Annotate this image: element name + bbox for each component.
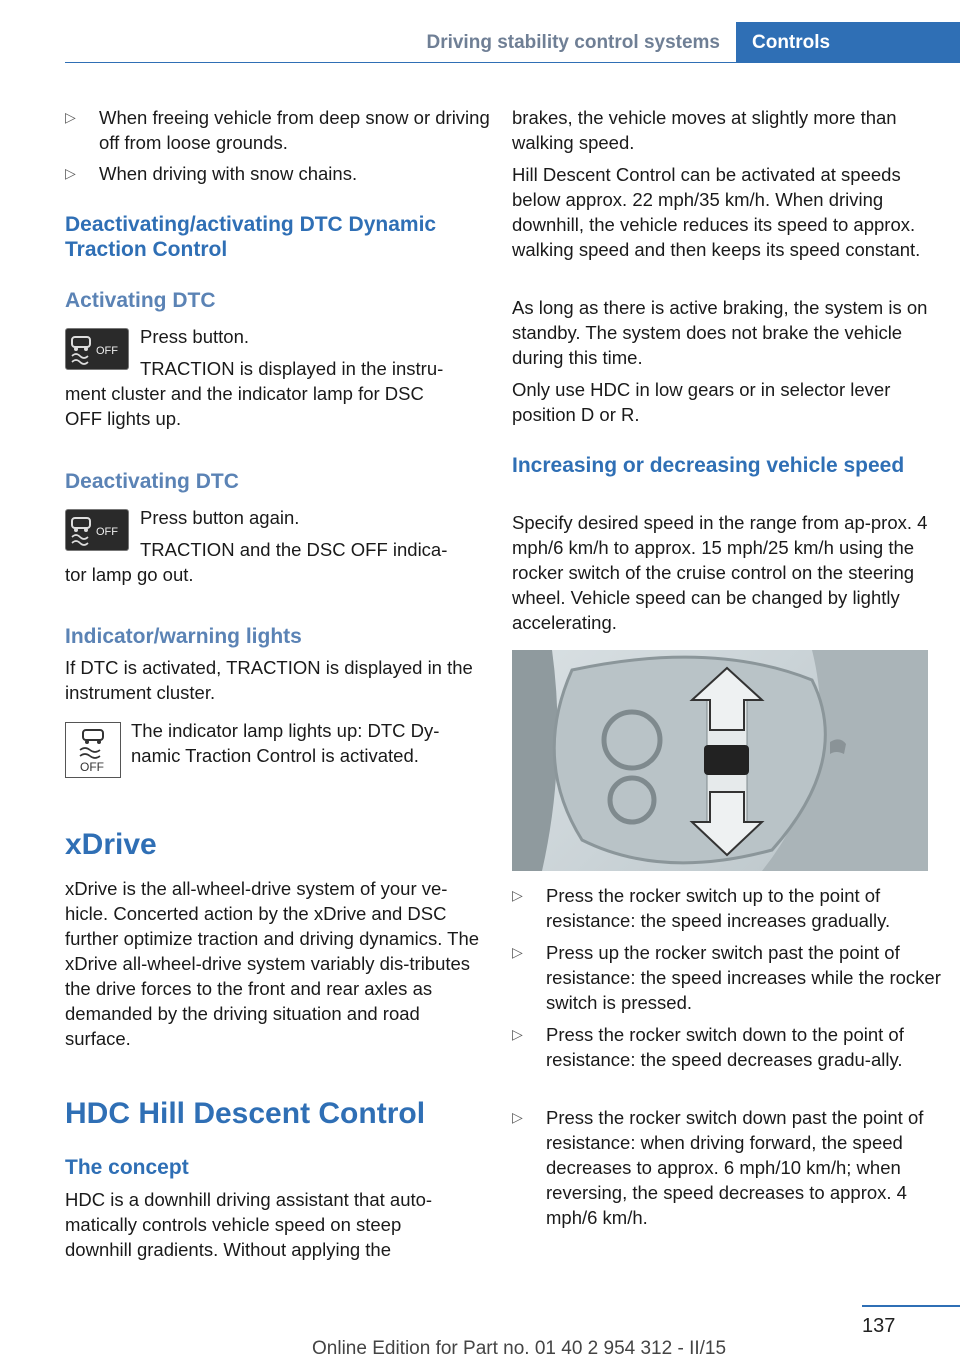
off-label: OFF <box>96 345 118 357</box>
activating-text: OFF lights up. <box>65 408 182 429</box>
heading-hdc: HDC Hill Descent Control <box>65 1097 426 1130</box>
bullet-item: ▷ Press the rocker switch down past the point of resistance: when driving forward, the speed decreases to approx. 6 mph/10 km/h; when reversing, the speed decreases to approx. 4 mph/6 km/h. <box>512 1107 924 1228</box>
bullet-item: ▷ Press the rocker switch up to the point of resistance: the speed increases gradually. <box>512 885 891 931</box>
heading-the-concept: The concept <box>65 1156 189 1179</box>
dsc-off-button-icon <box>65 509 129 551</box>
bullet-item: ▷ Press up the rocker switch past the point of resistance: the speed increases while the rocker switch is pressed. <box>512 942 941 1013</box>
triangle-bullet-icon: ▷ <box>512 1026 523 1042</box>
steering-wheel-rocker-switch-image <box>512 650 928 871</box>
indicator-lamp-text: The indicator lamp lights up: DTC Dy- <box>131 720 440 741</box>
xdrive-text: xDrive is the all-wheel-drive system of your ve-hicle. Concerted action by the xDrive and DSC further optimize traction and driving dynamics. The xDrive all-wheel-drive system variably dis-tributes the drive forces to the front and rear axles as demanded by the driving situation and road surface. <box>65 878 480 1049</box>
hdc-text: As long as there is active braking, the system is on standby. The system does not brake the vehicle during this time. <box>512 297 928 368</box>
deactivating-text: tor lamp go out. <box>65 564 194 585</box>
bullet-item: ▷ Press the rocker switch down to the point of resistance: the speed decreases gradu-ally. <box>512 1024 904 1070</box>
concept-text: HDC is a downhill driving assistant that auto-matically controls vehicle speed on steep downhill gradients. Without applying the <box>65 1189 433 1260</box>
heading-deactivating-activating-dtc: Deactivating/activating DTC Dynamic Traction Control <box>65 213 437 261</box>
indicator-text: If DTC is activated, TRACTION is displayed in the instrument cluster. <box>65 657 473 703</box>
bullet-item: ▷ When driving with snow chains. <box>65 163 358 184</box>
activating-text: ment cluster and the indicator lamp for DSC <box>65 383 424 404</box>
activating-text: TRACTION is displayed in the instru- <box>140 358 444 379</box>
triangle-bullet-icon: ▷ <box>65 109 76 125</box>
triangle-bullet-icon: ▷ <box>512 887 523 903</box>
heading-indicator-warning-lights: Indicator/warning lights <box>65 625 302 648</box>
hdc-text: brakes, the vehicle moves at slightly more than walking speed. <box>512 107 897 153</box>
heading-activating-dtc: Activating DTC <box>65 289 216 312</box>
bullet-item: ▷ When freeing vehicle from deep snow or driving off from loose grounds. <box>65 107 490 153</box>
heading-deactivating-dtc: Deactivating DTC <box>65 470 239 493</box>
page-header <box>65 22 960 63</box>
triangle-bullet-icon: ▷ <box>512 1109 523 1125</box>
hdc-text: Hill Descent Control can be activated at speeds below approx. 22 mph/35 km/h. When driving downhill, the vehicle reduces its speed to approx. walking speed and then keeps its speed constant. <box>512 164 921 260</box>
dtc-indicator-lamp-icon <box>65 722 121 778</box>
activating-text: Press button. <box>140 326 250 347</box>
section-title: Driving stability control systems <box>426 32 720 53</box>
off-label: OFF <box>80 760 104 774</box>
dsc-off-button-icon <box>65 328 129 370</box>
off-label: OFF <box>96 526 118 538</box>
indicator-lamp-text: namic Traction Control is activated. <box>131 745 419 766</box>
heading-xdrive: xDrive <box>65 828 157 861</box>
triangle-bullet-icon: ▷ <box>512 944 523 960</box>
chapter-tab: Controls <box>736 22 960 62</box>
speed-text: Specify desired speed in the range from ap-prox. 4 mph/6 km/h to approx. 15 mph/25 km/h using the rocker switch of the cruise control on the steering wheel. Vehicle speed can be changed by lightly accelerating. <box>512 512 928 633</box>
heading-increasing-decreasing-speed: Increasing or decreasing vehicle speed <box>512 454 905 477</box>
triangle-bullet-icon: ▷ <box>65 165 76 181</box>
footer-edition: Online Edition for Part no. 01 40 2 954 312 - II/15 <box>312 1338 727 1359</box>
deactivating-text: TRACTION and the DSC OFF indica- <box>140 539 448 560</box>
page-number: 137 <box>862 1315 896 1337</box>
deactivating-text: Press button again. <box>140 507 300 528</box>
page-number-divider <box>862 1305 960 1307</box>
hdc-text: Only use HDC in low gears or in selector lever position D or R. <box>512 379 891 425</box>
